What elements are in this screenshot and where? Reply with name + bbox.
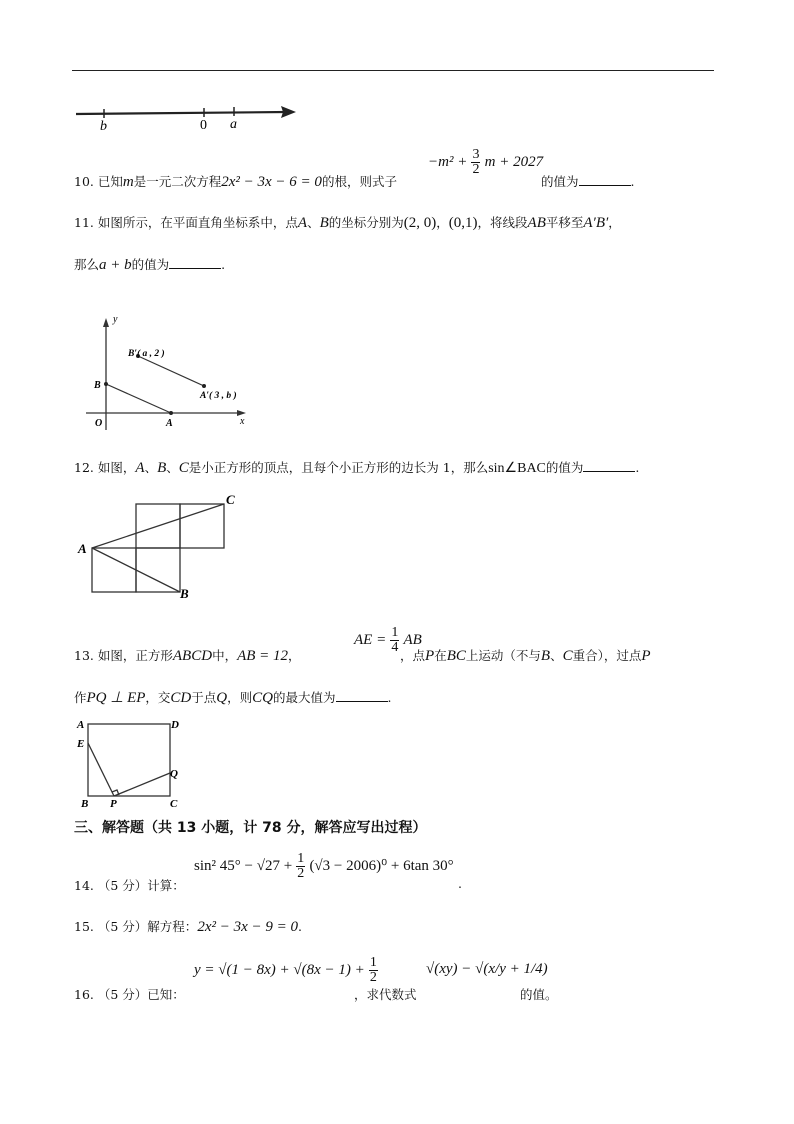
label-a: a	[230, 117, 237, 132]
q13-square: ABCD	[172, 648, 213, 664]
point-a-prime-label: A′( 3 , b )	[200, 391, 237, 401]
question-16	[74, 985, 185, 1003]
q12-sep-1: 、	[144, 460, 158, 475]
question-10	[74, 172, 397, 191]
q16-expression-y	[194, 956, 378, 985]
q13-text-7: 重合），过点	[572, 648, 642, 663]
point-b-label: B	[94, 380, 101, 391]
q14-expression	[194, 852, 454, 881]
point-a	[169, 411, 173, 415]
q10-text-2: 是一元二次方程	[133, 174, 222, 189]
segment-pq	[114, 773, 170, 796]
q11-segment-apbp: A′B′	[583, 215, 609, 231]
q13-side-cd: CD	[170, 690, 192, 706]
segment-ep	[88, 743, 114, 796]
q12-point-a: A	[135, 460, 145, 476]
q11-coordinate-figure	[86, 312, 256, 434]
q13-point-b: B	[540, 648, 551, 664]
q13-label-p: P	[110, 798, 117, 810]
q13-perpendicular: PQ ⊥ EP	[86, 690, 146, 706]
q11-text-1: 如图所示，在平面直角坐标系中，点	[97, 215, 298, 230]
q10-text-1: 已知	[97, 174, 123, 189]
q16-expr-1: y = √(1 − 8x) + √(8x − 1) +	[194, 962, 365, 978]
q13-ae-post: AB	[403, 632, 422, 648]
q11-point-b: B	[319, 215, 329, 231]
q10-fraction: $\frac{3}{2}$	[472, 147, 480, 177]
q11-line2-a: 那么	[74, 257, 100, 272]
q11-answer-blank[interactable]	[169, 256, 221, 269]
q12-point-b: B	[157, 460, 167, 476]
q12-text-2: 是小正方形的顶点，且每个小正方形的边长为 1，那么	[188, 460, 489, 475]
q10-equation: 2x² − 3x − 6 = 0	[221, 174, 322, 190]
question-14	[74, 876, 185, 894]
q14-expr-2: (√3 − 2006)⁰ + 6tan 30°	[309, 858, 454, 874]
q11-number: 11.	[74, 215, 94, 230]
q10-text-3: 的根，则式子	[321, 174, 397, 189]
origin-label: O	[95, 418, 103, 429]
y-axis-label: y	[113, 314, 118, 325]
q13-line2-a: 作	[74, 690, 87, 705]
point-a-prime	[202, 384, 206, 388]
q16-points: （5 分）已知：	[97, 987, 185, 1002]
q13-point-p: P	[425, 648, 435, 664]
square-top-2	[180, 504, 224, 548]
point-b	[104, 382, 108, 386]
q13-point-c: C	[562, 648, 573, 664]
q15-points: （5 分）解方程：	[97, 919, 198, 934]
q10-expression	[428, 148, 543, 177]
q10-end: .	[630, 174, 635, 189]
q10-expr-pre: −m² +	[428, 154, 468, 170]
question-12	[74, 458, 639, 477]
label-zero: 0	[200, 118, 207, 133]
q11-sum: a + b	[99, 257, 132, 273]
q13-answer-blank[interactable]	[336, 689, 388, 702]
q12-end: .	[635, 460, 640, 475]
q12-number: 12.	[74, 460, 94, 475]
q11-coord-b: (0,1)	[448, 215, 478, 231]
number-line-arrow	[281, 106, 296, 118]
q16-fraction: $\frac{1}{2}$	[369, 955, 377, 985]
question-15	[74, 917, 302, 936]
segment-ac	[92, 504, 224, 548]
q16-text-1: ，求代数式	[354, 987, 417, 1002]
q15-end: .	[298, 919, 302, 934]
q11-end: .	[221, 257, 226, 272]
q11-segment-ab: AB	[527, 215, 546, 231]
q13-segment-cq: CQ	[252, 690, 273, 706]
point-a-label: A	[166, 418, 173, 429]
q12-grid-figure	[76, 492, 246, 604]
question-13-line-2	[74, 688, 391, 707]
q11-text-4: 平移至	[545, 215, 584, 230]
q12-label-c: C	[226, 492, 235, 507]
q11-point-a: A	[297, 215, 308, 231]
square-bottom-1	[92, 548, 136, 592]
q13-label-b: B	[81, 798, 89, 810]
q16-text-2: 的值。	[520, 987, 558, 1002]
number-line-axis	[76, 112, 287, 114]
q14-number: 14.	[74, 878, 94, 893]
square-bottom-2	[136, 548, 180, 592]
q11-comma: ，	[436, 215, 449, 230]
q10-var-m: m	[122, 174, 134, 190]
q13-side-bc: BC	[446, 648, 466, 664]
question-11-line-2	[74, 255, 225, 274]
point-b-prime-label: B′( a , 2 )	[128, 349, 165, 359]
q16-expr-2: √(xy) − √(x/y + 1/4)	[426, 961, 548, 977]
q12-sep-2: 、	[166, 460, 179, 475]
q13-text-5: 在	[434, 648, 447, 663]
q11-line2-b: 的值为	[131, 257, 170, 272]
q13-label-d: D	[171, 719, 179, 731]
x-axis-label: x	[240, 416, 245, 427]
question-13	[74, 646, 301, 665]
q11-text-3: ，将线段	[477, 215, 528, 230]
q10-text-4: 的值为	[541, 174, 579, 189]
q14-end: .	[458, 876, 462, 891]
q12-point-c: C	[178, 460, 189, 476]
q16-expression-2	[426, 961, 548, 978]
q12-label-b: B	[180, 586, 189, 601]
q13-sep: 、	[550, 648, 563, 663]
q13-text-1: 如图，正方形	[97, 648, 173, 663]
q13-point-q: Q	[216, 690, 228, 706]
square-abcd	[88, 724, 170, 796]
q16-number: 16.	[74, 987, 94, 1002]
q13-label-c: C	[170, 798, 178, 810]
q10-expr-post: m + 2027	[484, 154, 544, 170]
q10-answer	[541, 172, 635, 190]
q13-fraction: $\frac{1}{4}$	[391, 625, 399, 655]
y-axis-arrow	[103, 318, 109, 327]
q13-ae: AE =	[354, 632, 387, 648]
q11-coord-a: (2, 0)	[403, 215, 437, 231]
q14-fraction: $\frac{1}{2}$	[297, 851, 305, 881]
q13-text-6: 上运动（不与	[465, 648, 541, 663]
q13-label-a: A	[77, 719, 85, 731]
q13-text-3: ，	[288, 648, 301, 663]
q11-sep: 、	[307, 215, 320, 230]
q13-square-figure	[74, 716, 194, 810]
q12-sin-expression: sin∠BAC	[488, 461, 546, 476]
number-line-figure	[72, 100, 302, 135]
q13-end: .	[387, 690, 392, 705]
q14-points: （5 分）计算：	[97, 878, 185, 893]
q13-line2-c: 于点	[191, 690, 217, 705]
section-3-heading: 三、解答题（共 13 小题，计 78 分，解答应写出过程）	[74, 820, 427, 836]
header-rule	[72, 70, 714, 71]
q13-line2-d: ，则	[227, 690, 253, 705]
q15-equation: 2x² − 3x − 9 = 0	[197, 919, 298, 935]
q13-text-2: 中，	[212, 648, 238, 663]
question-13-cont	[400, 646, 651, 665]
q13-ab-length: AB = 12	[237, 648, 289, 664]
q12-text-3: 的值为	[545, 460, 584, 475]
q13-label-q: Q	[170, 768, 178, 780]
q15-number: 15.	[74, 919, 94, 934]
segment-apbp	[138, 356, 204, 386]
q12-label-a: A	[78, 541, 87, 556]
q12-text-1: 如图，	[97, 460, 136, 475]
q11-text-2: 的坐标分别为	[328, 215, 404, 230]
q13-number: 13.	[74, 648, 94, 663]
segment-ab	[106, 384, 171, 413]
q13-label-e: E	[77, 738, 85, 750]
q10-number: 10.	[74, 174, 94, 189]
q11-text-5: ，	[608, 215, 621, 230]
q10-answer-blank[interactable]	[579, 173, 631, 186]
label-b: b	[100, 119, 107, 134]
q13-line2-e: 的最大值为	[272, 690, 336, 705]
q13-line2-b: ，交	[145, 690, 171, 705]
question-11	[74, 213, 621, 232]
q13-text-4: ，点	[400, 648, 426, 663]
q12-answer-blank[interactable]	[583, 459, 635, 472]
q13-point-p-2: P	[641, 648, 651, 664]
q14-expr-1: sin² 45° − √27 +	[194, 858, 293, 874]
